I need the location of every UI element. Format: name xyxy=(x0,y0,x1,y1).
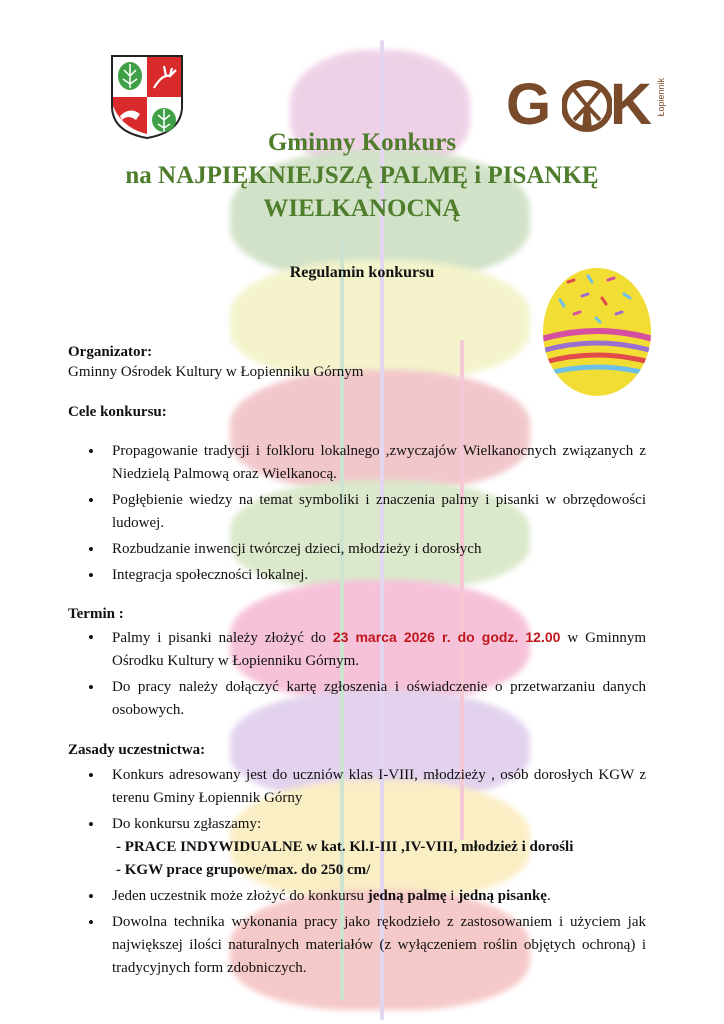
deadline-list-item: • Do pracy należy dołączyć kartę zgłoszenia i oświadczenie o przetwarzaniu danych osobowych. xyxy=(68,676,646,722)
rules-list-item: • Jeden uczestnik może złożyć do konkursu jedną palmę i jedną pisankę. xyxy=(68,885,646,908)
rules-one-palm: jedną palmę xyxy=(367,888,447,904)
deadline-list xyxy=(68,626,646,722)
easter-egg-image xyxy=(538,262,656,400)
rules-list-item: • Dowolna technika wykonania pracy jako rękodzieło z zastosowaniem i użyciem jak największej ilości naturalnych materiałów (z wyłączeniem roślin objętych ochroną) i tradycyjnych form zdobniczych. xyxy=(68,911,646,980)
organizer-heading: Organizator: xyxy=(68,344,153,360)
organizer-text: Gminny Ośrodek Kultury w Łopienniku Górnym xyxy=(68,364,364,380)
goals-list-item: • Propagowanie tradycji i folkloru lokalnego ,zwyczajów Wielkanocnych związanych z Niedzielą Palmową oraz Wielkanocą. xyxy=(68,440,646,486)
rules-category-individual: - PRACE INDYWIDUALNE w kat. Kl.I-III ,IV-VIII, młodzież i dorośli xyxy=(116,839,574,855)
deadline-location: w Gminnym Ośrodku Kultury w Łopienniku Górnym. xyxy=(112,630,647,669)
deadline-time: do godz. 12.00 xyxy=(457,629,561,645)
deadline-heading: Termin : xyxy=(68,606,124,622)
rules-list-item xyxy=(68,813,646,882)
rules-submission-intro: Do konkursu zgłaszamy: xyxy=(112,816,262,832)
deadline-list-item xyxy=(68,626,646,673)
title-line-2: na NAJPIĘKNIEJSZĄ PALMĘ i PISANKĘ xyxy=(125,162,599,189)
gok-logo-letter-g: G xyxy=(506,72,551,137)
rules-list xyxy=(68,764,646,980)
subtitle: Regulamin konkursu xyxy=(289,264,435,281)
deadline-text: Palmy i pisanki należy złożyć do xyxy=(112,630,333,646)
title-line-1: Gminny Konkurs xyxy=(267,129,457,156)
deadline-date: 23 marca 2026 r. xyxy=(332,629,451,645)
rules-heading: Zasady uczestnictwa: xyxy=(68,742,206,758)
rules-category-group: - KGW prace grupowe/max. do 250 cm/ xyxy=(116,862,371,878)
gok-logo-letter-k: K xyxy=(610,72,651,137)
title-line-3: WIELKANOCNĄ xyxy=(263,195,461,222)
goals-list xyxy=(68,440,646,587)
goals-heading: Cele konkursu: xyxy=(68,404,167,420)
gok-logo-vertical-text: Łopiennik xyxy=(656,78,666,117)
goals-list-item: • Integracja społeczności lokalnej. xyxy=(68,564,646,587)
rules-list-item: • Konkurs adresowany jest do uczniów klas I-VIII, młodzieży , osób dorosłych KGW z terenu Gminy Łopiennik Górny xyxy=(68,764,646,810)
goals-list-item: • Rozbudzanie inwencji twórczej dzieci, młodzieży i dorosłych xyxy=(68,538,646,561)
rules-one-egg: jedną pisankę xyxy=(458,888,547,904)
goals-list-item: • Pogłębienie wiedzy na temat symboliki i znaczenia palmy i pisanki w obrzędowości ludowej. xyxy=(68,489,646,535)
